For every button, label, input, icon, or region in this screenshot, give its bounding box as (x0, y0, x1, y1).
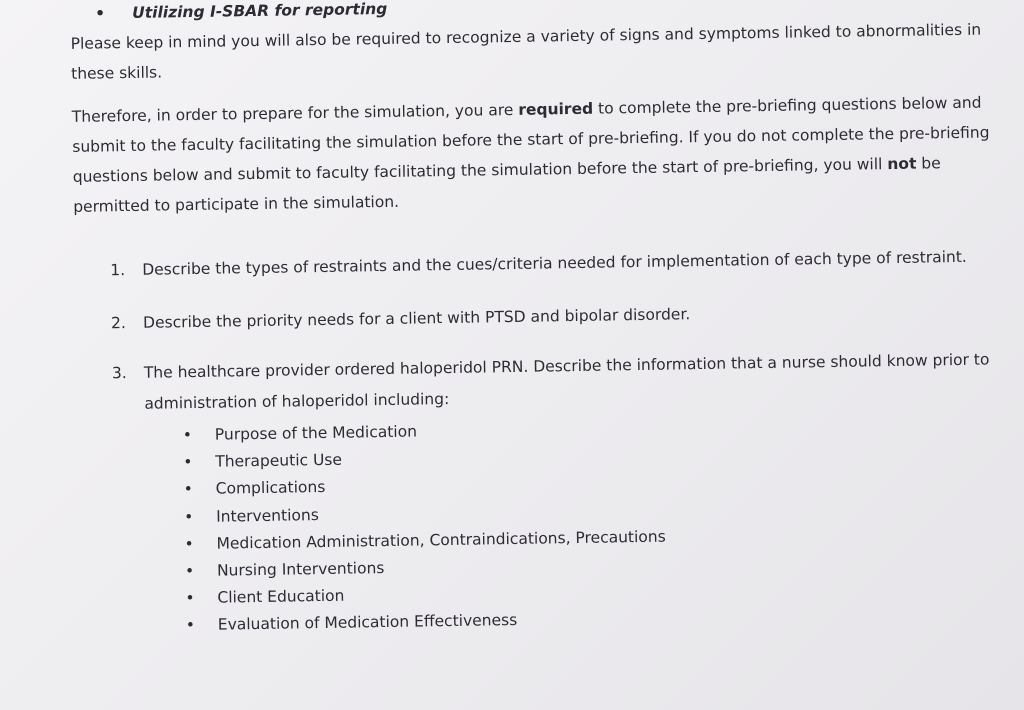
question-number: 1. (110, 261, 126, 280)
list-item-text: Purpose of the Medication (214, 422, 418, 444)
list-item-text: Nursing Interventions (216, 558, 385, 580)
reporting-bullet (95, 0, 387, 23)
list-item-text: Medication Administration, Contraindications, Precautions (216, 527, 666, 553)
question-text: The healthcare provider ordered haloperidol PRN. Describe the information that a nurse should know prior to administration of haloperidol including: (143, 350, 990, 413)
haloperidol-topics-list (183, 415, 668, 640)
emphasis-not: not (887, 154, 917, 174)
question-number: 2. (110, 314, 127, 333)
list-item-text: Client Education (217, 586, 345, 607)
bullet-symbol: • (185, 589, 195, 608)
paragraph-text: be permitted to participate in the simulation. (73, 154, 941, 216)
paragraph-requirements (72, 87, 1004, 222)
bullet-symbol: • (184, 561, 195, 581)
list-item-text: Evaluation of Medication Effectiveness (217, 611, 518, 634)
list-item-text: Complications (215, 478, 326, 499)
bullet-symbol: • (182, 426, 193, 445)
list-item-text: Interventions (215, 505, 319, 526)
emphasis-required: required (518, 99, 594, 119)
bullet-symbol: • (183, 480, 194, 499)
question-text: Describe the types of restraints and the cues/criteria needed for implementation of each type of restraint. (142, 247, 967, 279)
bullet-symbol: • (95, 4, 106, 23)
bullet-symbol: • (183, 507, 194, 526)
question-text: Describe the priority needs for a client with PTSD and bipolar disorder. (142, 305, 691, 332)
paragraph-text: to complete the pre-briefing questions below and submit to the faculty facilitating the simulation before the start of pre-briefing. If you do not complete the pre-briefing questions below and submit to faculty facilitating the simulation before the start of pre-briefing, you will (72, 93, 990, 186)
bullet-symbol: • (183, 453, 193, 472)
question-number: 3. (111, 364, 127, 383)
bullet-symbol: • (184, 534, 194, 553)
reporting-bullet-text: Utilizing I-SBAR for reporting (132, 0, 388, 22)
paragraph-text: Therefore, in order to prepare for the simulation, you are (71, 100, 519, 126)
bullet-symbol: • (185, 616, 196, 635)
list-item-text: Therapeutic Use (215, 450, 343, 471)
paragraph-signs-symptoms: Please keep in mind you will also be required to recognize a variety of signs and symptoms linked to abnormalities in these skills. (70, 20, 982, 83)
